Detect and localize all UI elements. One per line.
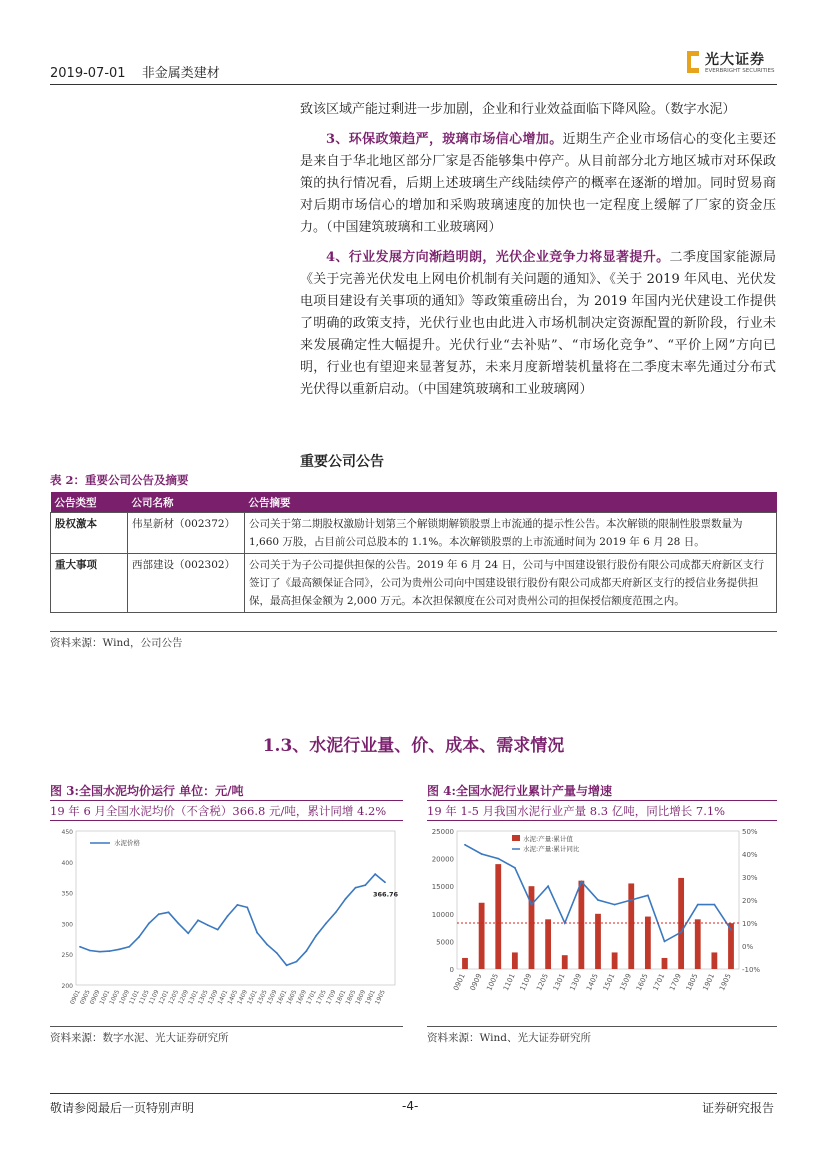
fig4-bottom-rule <box>427 1026 777 1027</box>
fig3-x-tick-label: 1109 <box>147 988 161 1006</box>
fig3-data-point <box>325 923 327 925</box>
fig3-x-tick-label: 1301 <box>187 988 200 1006</box>
fig4-legend-label-bar: 水泥:产量:累计值 <box>523 835 573 843</box>
fig4-source: 资料来源：Wind、光大证券研究所 <box>427 1032 591 1044</box>
footer-rule <box>50 1093 777 1094</box>
fig3-last-value-label: 366.76 <box>373 890 399 899</box>
fig4-subtitle-rule <box>427 820 777 821</box>
fig3-x-tick-label: 1201 <box>157 988 171 1006</box>
paragraph-2-lead: 4、行业发展方向渐趋明朗，光伏企业竞争力将显著提升。 <box>326 250 670 265</box>
table-bottom-rule <box>50 631 777 632</box>
fig4-growth-point <box>597 899 599 901</box>
section-heading: 1.3、水泥行业量、价、成本、需求情况 <box>262 736 565 756</box>
fig4-growth-point <box>547 885 549 887</box>
fig4-x-tick-label: 1101 <box>501 972 517 993</box>
fig4-x-tick-label: 1509 <box>618 972 634 993</box>
fig4-growth-point <box>697 904 699 906</box>
table-cell-company: 伟星新材（002372） <box>128 513 245 554</box>
page-number: -4- <box>402 1099 419 1113</box>
fig3-series-line <box>80 874 385 965</box>
fig4-growth-point <box>531 904 533 906</box>
fig3-x-tick-label: 1805 <box>344 988 358 1006</box>
fig3-x-tick-label: 1505 <box>255 988 269 1006</box>
fig4-y-left-tick-label: 15000 <box>431 883 454 892</box>
fig4-x-tick-label: 1701 <box>651 972 667 993</box>
fig3-x-tick-label: 1609 <box>295 988 309 1006</box>
fig4-bar <box>479 903 485 969</box>
fig4-x-tick-label: 1301 <box>551 972 567 993</box>
table-cell-type: 股权激本 <box>51 513 128 554</box>
fig4-bar <box>695 919 701 969</box>
fig4-y-right-tick-label: 10% <box>742 920 758 928</box>
fig4-bar <box>645 917 651 969</box>
fig3-x-tick-label: 1209 <box>177 988 191 1006</box>
fig3-x-tick-label: 1901 <box>364 988 377 1006</box>
fig4-subtitle: 19 年 1-5 月我国水泥行业产量 8.3 亿吨，同比增长 7.1% <box>427 804 726 818</box>
fig3-y-tick-label: 400 <box>61 859 73 867</box>
fig4-y-left-tick-label: 10000 <box>431 910 454 919</box>
fig3-bottom-rule <box>50 1026 403 1027</box>
paragraph-2 <box>300 247 776 401</box>
fig3-data-point <box>286 964 288 966</box>
fig3-y-tick-label: 250 <box>61 952 73 960</box>
fig3-caption: 图 3:全国水泥均价运行 单位：元/吨 <box>50 784 244 798</box>
fig3-data-point <box>168 911 170 913</box>
fig3-data-point <box>128 946 130 948</box>
fig4-x-tick-label: 1901 <box>701 972 717 993</box>
table-caption: 表 2：重要公司公告及摘要 <box>50 473 189 487</box>
fig3-data-point <box>276 952 278 954</box>
fig3-x-tick-label: 1309 <box>206 988 220 1006</box>
fig4-bar <box>562 955 568 969</box>
fig3-x-tick-label: 1105 <box>137 988 151 1006</box>
paragraph-1 <box>300 129 776 239</box>
fig3-y-tick-label: 300 <box>61 921 73 929</box>
fig4-caption-rule <box>427 800 777 801</box>
table-cell-summary: 公司关于第二期股权激励计划第三个解锁期解锁股票上市流通的提示性公告。本次解锁的限制性股票数量为 1,660 万股，占目前公司总股本的 1.1%。本次解锁股票的上市流通时间为 2019 年 6 月 28 日。 <box>245 513 777 554</box>
fig3-data-point <box>89 950 91 952</box>
fig4-x-tick-label: 1405 <box>585 972 600 993</box>
fig4-x-tick-label: 1205 <box>535 972 550 993</box>
fig3-data-point <box>266 943 268 945</box>
fig3-data-point <box>335 911 337 913</box>
fig4-x-tick-label: 0901 <box>452 972 467 993</box>
header-rule <box>50 84 777 85</box>
fig3-data-point <box>207 924 209 926</box>
table-row <box>51 513 777 554</box>
fig4-x-tick-label: 1005 <box>485 972 501 993</box>
fig3-data-point <box>79 946 81 948</box>
fig4-x-tick-label: 1905 <box>718 972 733 993</box>
brand-logo <box>687 49 782 81</box>
table-cell-type: 重大事项 <box>51 554 128 613</box>
fig3-x-tick-label: 1509 <box>265 988 279 1006</box>
fig4-caption: 图 4:全国水泥行业累计产量与增速 <box>427 784 612 798</box>
body-text <box>300 99 776 409</box>
fig4-x-tick-label: 1109 <box>518 972 534 993</box>
fig3-data-point <box>246 906 248 908</box>
fig3-data-point <box>355 887 357 889</box>
fig3-x-tick-label: 1101 <box>128 988 141 1006</box>
fig4-y-right-tick-label: -10% <box>742 966 761 974</box>
report-sector: 非金属类建材 <box>141 66 220 81</box>
fig4-bar <box>711 952 717 969</box>
fig3-data-point <box>217 929 219 931</box>
fig4-x-tick-label: 1605 <box>634 972 650 993</box>
fig3-subtitle: 19 年 6 月全国水泥均价（不含税）366.8 元/吨，累计同增 4.2% <box>50 804 387 818</box>
fig3-y-tick-label: 350 <box>61 890 73 898</box>
fig4-growth-point <box>497 858 499 860</box>
fig3-data-point <box>374 873 376 875</box>
fig4-bar <box>545 919 551 969</box>
fig3-x-tick-label: 0901 <box>69 988 82 1006</box>
fig4-y-left-tick-label: 0 <box>449 966 454 974</box>
fig4-bar <box>462 958 468 969</box>
fig3-data-point <box>118 948 120 950</box>
fig4-growth-point <box>614 904 616 906</box>
table-header: 公告摘要 <box>245 492 777 513</box>
fig3-data-point <box>315 935 317 937</box>
fig3-data-point <box>384 881 386 883</box>
section-title: 重要公司公告 <box>300 454 384 470</box>
fig4-bar <box>578 881 584 969</box>
fig3-x-tick-label: 1009 <box>118 988 132 1006</box>
fig3-x-tick-label: 1701 <box>305 988 318 1006</box>
fig4-x-tick-label: 1309 <box>568 972 584 993</box>
fig4-growth-point <box>680 931 682 933</box>
fig3-x-tick-label: 1001 <box>98 988 112 1006</box>
fig3-data-point <box>296 961 298 963</box>
fig4-bar <box>612 952 618 969</box>
fig4-growth-point <box>481 853 483 855</box>
fig4-growth-point <box>580 881 582 883</box>
fig4-x-tick-label: 1805 <box>684 972 700 993</box>
fig4-growth-point <box>630 899 632 901</box>
fig4-legend-swatch-bar <box>512 835 520 841</box>
fig4-growth-point <box>464 844 466 846</box>
fig4-y-right-tick-label: 20% <box>742 897 758 905</box>
fig3-data-point <box>187 932 189 934</box>
fig3-data-point <box>109 950 111 952</box>
fig3-y-tick-label: 450 <box>61 829 73 836</box>
fig3-x-tick-label: 1405 <box>226 988 240 1006</box>
fig3-data-point <box>138 936 140 938</box>
table-cell-company: 西部建设（002302） <box>128 554 245 613</box>
footer-disclaimer: 敬请参阅最后一页特别声明 <box>50 1101 195 1115</box>
fig3-data-point <box>256 932 258 934</box>
fig3-x-tick-label: 1801 <box>334 988 348 1006</box>
fig3-subtitle-rule <box>50 820 403 821</box>
fig3-data-point <box>237 904 239 906</box>
fig4-bar <box>595 914 601 969</box>
fig3-data-point <box>148 923 150 925</box>
fig3-x-tick-label: 1501 <box>246 988 259 1006</box>
fig3-x-tick-label: 1809 <box>354 988 368 1006</box>
fig4-growth-point <box>664 941 666 943</box>
paragraph-0: 致该区域产能过剩进一步加剧，企业和行业效益面临下降风险。（数字水泥） <box>300 102 736 117</box>
fig3-data-point <box>227 915 229 917</box>
paragraph-1-lead: 3、环保政策趋严，玻璃市场信心增加。 <box>326 132 563 147</box>
table-cell-summary: 公司关于为子公司提供担保的公告。2019 年 6 月 24 日，公司与中国建设银行股份有限公司成都天府新区支行签订了《最高额保证合同》，公司为贵州公司向中国建设银行股份有限公司成都天府新区支行的授信业务提供担保，最高担保金额为 2,000 万元。本次担保额度在公司对贵州公司的担保授信额度范围之内。 <box>245 554 777 613</box>
table-row <box>51 554 777 613</box>
fig3-source: 资料来源：数字水泥、光大证券研究所 <box>50 1032 229 1044</box>
fig3-x-tick-label: 1205 <box>167 988 181 1006</box>
fig4-y-right-tick-label: 30% <box>742 874 758 882</box>
table-header: 公告类型 <box>51 492 128 513</box>
fig3-x-tick-label: 1601 <box>275 988 289 1006</box>
fig3-x-tick-label: 1905 <box>374 988 387 1006</box>
fig3-chart <box>50 823 403 1023</box>
fig4-y-right-tick-label: 40% <box>742 851 758 859</box>
fig3-x-tick-label: 1401 <box>216 988 230 1006</box>
fig3-data-point <box>364 884 366 886</box>
table-header: 公司名称 <box>128 492 245 513</box>
table-header-row <box>51 492 777 513</box>
fig4-bar <box>662 958 668 969</box>
fig4-growth-point <box>647 895 649 897</box>
fig3-data-point <box>177 923 179 925</box>
fig4-chart <box>427 823 777 1023</box>
fig3-data-point <box>158 913 160 915</box>
logo-cn: 光大证券 <box>705 52 765 68</box>
fig3-x-tick-label: 0909 <box>88 988 102 1006</box>
fig4-y-right-tick-label: 50% <box>742 828 758 836</box>
fig3-legend-label: 水泥价格 <box>114 839 140 847</box>
fig4-x-tick-label: 1501 <box>601 972 617 993</box>
fig3-y-tick-label: 200 <box>61 983 73 990</box>
fig4-growth-point <box>713 904 715 906</box>
fig3-x-tick-label: 1409 <box>236 988 250 1006</box>
page-header <box>50 62 232 81</box>
footer-report-type: 证券研究报告 <box>702 1101 775 1115</box>
fig3-x-tick-label: 1605 <box>285 988 299 1006</box>
table-source: 资料来源：Wind，公司公告 <box>50 637 183 649</box>
fig3-data-point <box>197 919 199 921</box>
fig3-x-tick-label: 1705 <box>314 988 328 1006</box>
announcement-table <box>50 492 777 613</box>
logo-mark-icon <box>687 51 699 73</box>
fig3-data-point <box>345 898 347 900</box>
fig4-legend-label-line: 水泥:产量:累计同比 <box>523 845 580 853</box>
logo-en: EVERBRIGHT SECURITIES <box>705 68 775 74</box>
fig3-x-tick-label: 1305 <box>196 988 210 1006</box>
paragraph-1-text: 近期生产企业市场信心的变化主要还是来自于华北地区部分厂家是否能够集中停产。从目前部分北方地区城市对环保政策的执行情况看，后期上述玻璃生产线陆续停产的概率在逐渐的增加。同时贸易商对后期市场信心的增加和采购玻璃速度的加快也一定程度上缓解了厂家的资金压力。（中国建筑玻璃和工业玻璃网） <box>300 132 776 235</box>
fig3-x-tick-label: 1005 <box>108 988 122 1006</box>
fig4-growth-point <box>730 929 732 931</box>
fig4-x-tick-label: 0909 <box>468 972 484 993</box>
fig4-y-left-tick-label: 25000 <box>431 828 454 836</box>
fig4-y-right-tick-label: 0% <box>742 943 754 951</box>
fig3-x-tick-label: 0905 <box>78 988 92 1006</box>
fig3-x-tick-label: 1709 <box>324 988 338 1006</box>
fig4-x-tick-label: 1709 <box>668 972 683 993</box>
fig3-data-point <box>305 950 307 952</box>
fig4-bar <box>628 883 634 969</box>
fig4-bar <box>495 864 501 969</box>
fig4-bar <box>512 952 518 969</box>
fig3-data-point <box>99 951 101 953</box>
paragraph-2-text: 二季度国家能源局《关于完善光伏发电上网电价机制有关问题的通知》、《关于 2019 年风电、光伏发电项目建设有关事项的通知》等政策重磅出台，为 2019 年国内光伏建设工作提供了明确的政策支持，光伏行业也由此进入市场机制决定资源配置的新阶段，行业未来发展确定性大幅提升。光伏行业“去补贴”、“市场化竞争”、“平价上网”方向已明，行业也有望迎来显著复苏，未来月度新增装机量将在二季度末率先通过分布式光伏得以重新启动。（中国建筑玻璃和工业玻璃网） <box>300 250 776 397</box>
fig3-caption-rule <box>50 800 403 801</box>
fig4-growth-point <box>514 867 516 869</box>
fig4-y-left-tick-label: 5000 <box>436 938 454 947</box>
fig4-y-left-tick-label: 20000 <box>431 855 454 864</box>
report-date: 2019-07-01 <box>50 66 126 81</box>
